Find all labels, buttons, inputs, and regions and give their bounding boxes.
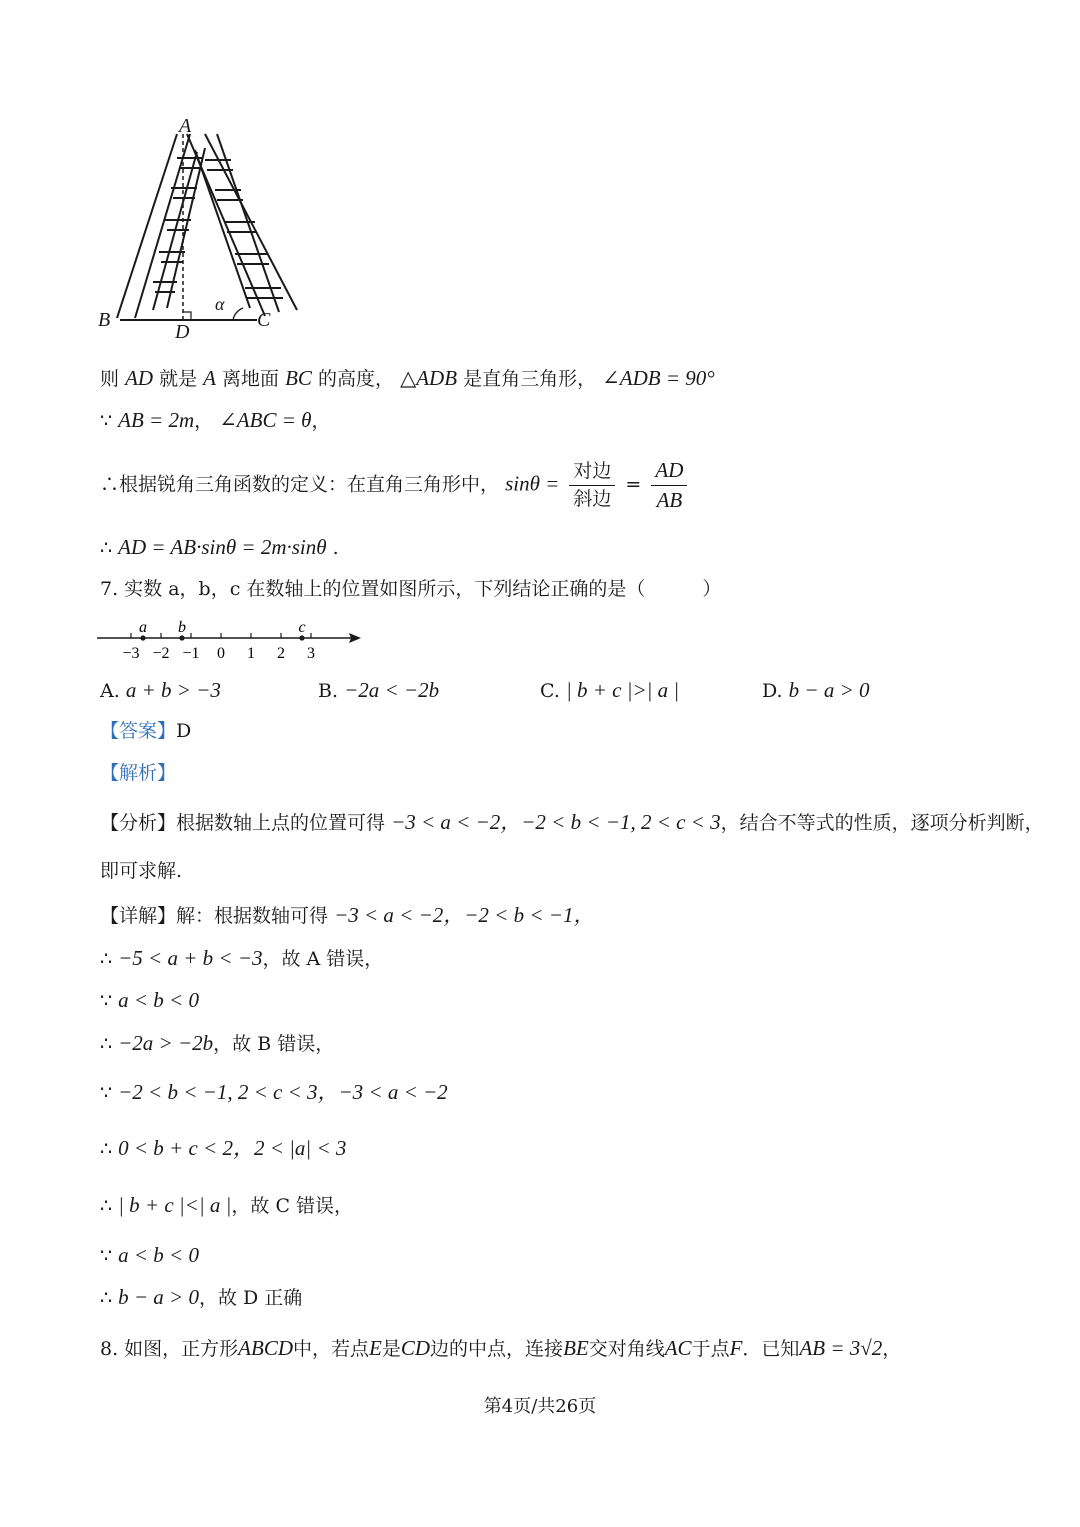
ladder-figure (95, 112, 310, 342)
q7-fenxi-line1: 【分析】根据数轴上点的位置可得 −3 < a < −2，−2 < b < −1, 2 < c < 3，结合不等式的性质，逐项分析判断， (100, 810, 1044, 834)
number-line-point-c (299, 635, 304, 640)
number-line-point-a (140, 635, 145, 640)
fraction-ad-ab: $\frac{AD}{AB}$ (651, 458, 687, 513)
q7-step-3: ∴ −2a > −2b，故 B 错误， (100, 1031, 335, 1055)
solution6-line3: ∴根据锐角三角函数的定义：在直角三角形中， sinθ = $\frac{\text{对边}}{\text{斜边}}$ = $\frac{AD}{AB}$ (100, 458, 691, 513)
number-line-tick-label: −1 (182, 645, 200, 662)
label-A: A (179, 115, 192, 137)
q7-step-5: ∴ 0 < b + c < 2，2 < |a| < 3 (100, 1136, 347, 1160)
solution6-line4: ∴ AD = AB·sinθ = 2m·sinθ . (100, 535, 339, 559)
solution6-line2: ∵ AB = 2m， ∠ABC = θ， (100, 408, 331, 432)
q7-stem: 7. 实数 a，b，c 在数轴上的位置如图所示，下列结论正确的是（ ） (100, 578, 722, 600)
number-line-tick-label: 0 (217, 645, 225, 662)
number-line-point-label: a (139, 619, 147, 636)
solution6-line1: 则 AD 就是 A 离地面 BC 的高度， △ADB 是直角三角形， ∠ADB = 90° (100, 366, 715, 390)
label-alpha: α (215, 294, 225, 314)
angle-arc (233, 308, 243, 320)
q7-option-a[interactable]: A. a + b > −3 (100, 678, 221, 702)
label-D: D (175, 321, 190, 342)
q7-option-c[interactable]: C. | b + c |>| a | (540, 678, 680, 702)
q7-step-6: ∴ | b + c |<| a |，故 C 错误， (100, 1193, 354, 1217)
number-line-tick-label: −3 (122, 645, 140, 662)
number-line (95, 618, 375, 664)
q7-step-7: ∵ a < b < 0 (100, 1243, 199, 1267)
number-line-point-b (179, 635, 184, 640)
q7-step-1: ∴ −5 < a + b < −3，故 A 错误， (100, 946, 384, 970)
number-line-tick-label: 3 (307, 645, 315, 662)
q7-step-2: ∵ a < b < 0 (100, 988, 199, 1012)
right-ladder-rungs (205, 160, 283, 298)
number-line-point-label: b (178, 619, 186, 636)
page-footer: 第4页/共26页 (483, 1396, 597, 1417)
number-line-tick-label: 2 (277, 645, 285, 662)
q7-fenxi-line2: 即可求解. (100, 860, 183, 882)
q7-option-b[interactable]: B. −2a < −2b (318, 678, 440, 702)
q7-option-d[interactable]: D. b − a > 0 (762, 678, 870, 702)
label-B: B (98, 309, 111, 331)
q7-step-4: ∵ −2 < b < −1, 2 < c < 3，−3 < a < −2 (100, 1080, 448, 1104)
number-line-tick-label: −2 (152, 645, 170, 662)
label-C: C (257, 309, 271, 331)
fraction-opposite-hypotenuse: $\frac{\text{对边}}{\text{斜边}}$ (569, 460, 615, 511)
q7-step-8: ∴ b − a > 0，故 D 正确 (100, 1285, 303, 1309)
number-line-point-label: c (298, 619, 306, 636)
number-line-tick-label: 1 (247, 645, 255, 662)
q7-analysis-tag: 【解析】 (100, 762, 177, 784)
left-ladder-rungs (153, 158, 203, 292)
q8-stem: 8. 如图，正方形ABCD中，若点E是CD边的中点，连接BE交对角线AC于点F．已知AB = 3√2， (100, 1336, 902, 1360)
q7-detail: 【详解】解：根据数轴可得 −3 < a < −2，−2 < b < −1， (100, 903, 595, 927)
q7-answer: 【答案】D (100, 720, 192, 742)
